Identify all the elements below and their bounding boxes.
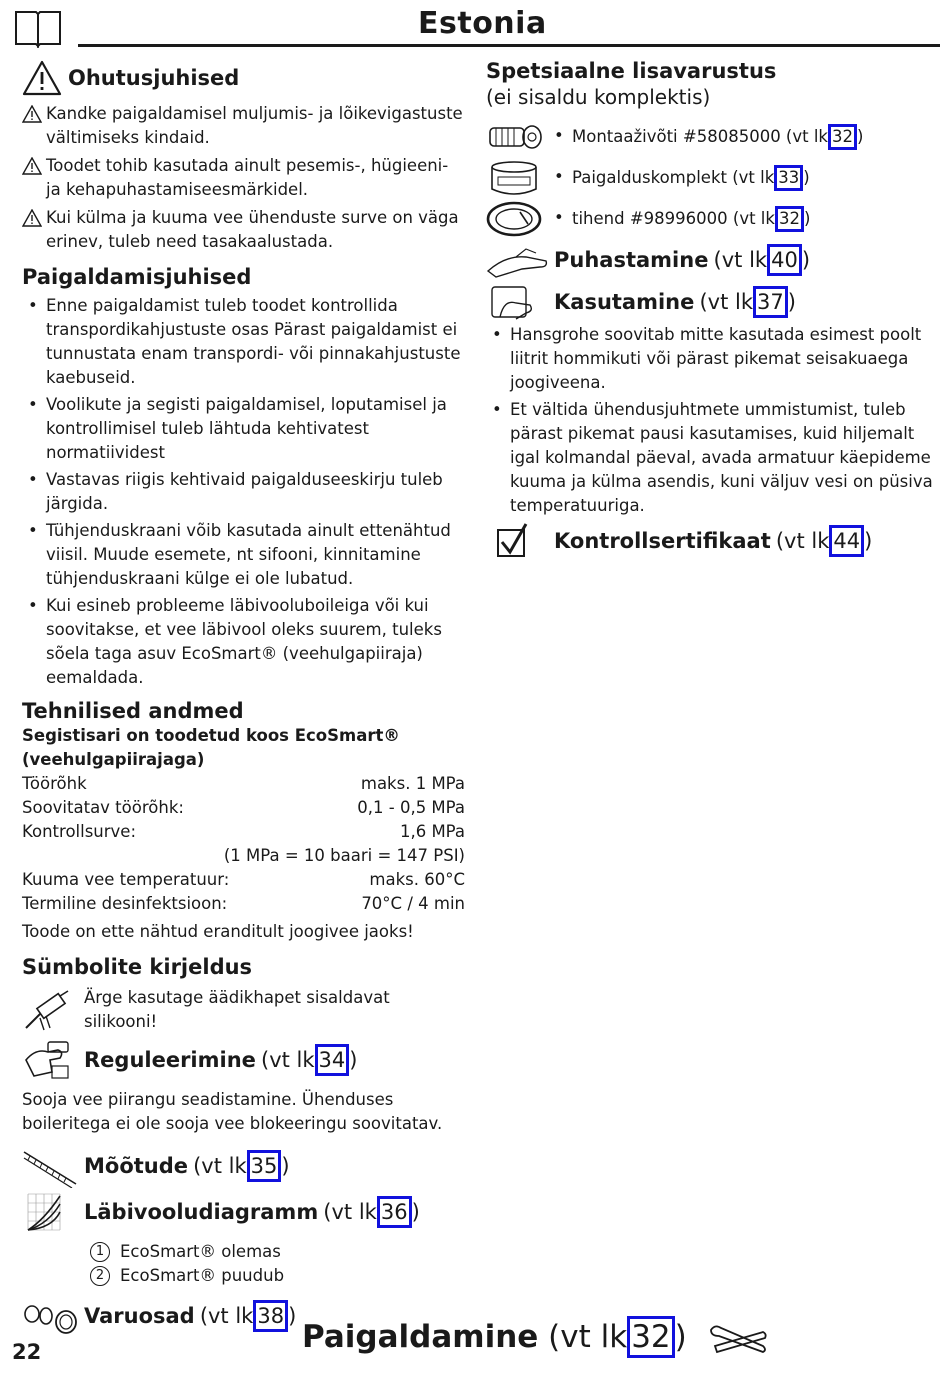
list-item: • Voolikute ja segisti paigaldamisel, loputamisel ja kontrollimisel tuleb lähtuda kehtivatest normatiividest — [22, 393, 465, 465]
safety-item: Toodet tohib kasutada ainult pesemis-, hügieeni- ja kehapuhastamiseesmärkidel. — [22, 154, 465, 202]
accessories-subtitle: (ei sisaldu komplektis) — [486, 85, 711, 109]
list-item: • Et vältida ühendusjuhtmete ummistumist, tuleb pärast pikemat pausi kasutamises, kuid hiljemalt igal kolmandal päeval, avada armatuur käepideme kuuma ja külma asendis, kuni väljuv vesi on püsiva temperatuuriga. — [486, 398, 936, 518]
warning-icon — [22, 60, 62, 96]
warning-icon — [22, 105, 42, 123]
flow-row — [22, 1190, 465, 1234]
adjust-text: Sooja vee piirangu seadistamine. Ühenduses boileritega ei ole sooja vee blokeeringu soovitatav. — [22, 1090, 443, 1133]
dimensions-heading: Mõõtude (vt lk 35 ) — [84, 1150, 290, 1182]
flow-legend — [22, 1240, 465, 1288]
right-column — [486, 58, 936, 560]
dimensions-row — [22, 1144, 465, 1188]
number-circle: 1 — [90, 1242, 110, 1262]
installation-title: Paigaldamisjuhised — [22, 265, 252, 289]
usage-list — [486, 323, 936, 518]
assembly-key-icon — [486, 118, 546, 156]
page-link[interactable]: 36 — [377, 1196, 412, 1228]
page-link[interactable]: 32 — [775, 206, 804, 232]
technical-subtitle: Segistisari on toodetud koos EcoSmart® (veehulgapiirajaga) — [22, 726, 400, 769]
page-title: Estonia — [418, 6, 547, 41]
symbols-title: Sümbolite kirjeldus — [22, 955, 253, 979]
technical-title: Tehnilised andmed — [22, 699, 244, 723]
page-number: 22 — [12, 1340, 42, 1364]
list-item: 1 EcoSmart® olemas — [22, 1240, 465, 1264]
page-link[interactable]: 37 — [753, 286, 788, 318]
book-icon — [14, 8, 62, 48]
table-row: (1 MPa = 10 baari = 147 PSI) — [223, 846, 465, 865]
list-item: • tihend #98996000 (vt lk 32 ) — [486, 198, 936, 239]
installation-kit-icon — [486, 159, 546, 197]
list-item: • Hansgrohe soovitab mitte kasutada esimest poolt liitrit hommikuti või pärast pikemat seisakuaega joogiveena. — [486, 323, 936, 395]
list-item: • Paigalduskomplekt (vt lk 33 ) — [486, 157, 936, 198]
cleaning-hand-icon — [486, 241, 554, 279]
adjust-heading: Reguleerimine (vt lk 34 ) — [84, 1044, 357, 1076]
list-item: • Tühjenduskraani võib kasutada ainult ettenähtud viisil. Muude esemete, nt sifooni, kinnitamine tühjenduskraani külge ei ole lubatud. — [22, 519, 465, 591]
accessories-list — [486, 116, 936, 239]
table-row: Kontrollsurve: 1,6 MPa — [22, 822, 465, 841]
warning-icon — [22, 209, 42, 227]
safety-item: Kandke paigaldamisel muljumis- ja lõikevigastuste vältimiseks kindaid. — [22, 102, 465, 150]
seal-icon — [486, 200, 546, 238]
silicone-gun-icon — [22, 988, 84, 1032]
page-link[interactable]: 33 — [774, 165, 803, 191]
certificate-row — [486, 522, 936, 560]
list-item: 2 EcoSmart® puudub — [22, 1264, 465, 1288]
safety-item: Kui külma ja kuuma vee ühenduste surve on väga erinev, tuleb need tasakaalustada. — [22, 206, 465, 254]
ruler-icon — [22, 1144, 84, 1188]
list-item: • Vastavas riigis kehtivaid paigalduseeskirju tuleb järgida. — [22, 468, 465, 516]
number-circle: 2 — [90, 1266, 110, 1286]
usage-hand-icon — [486, 283, 554, 321]
checkbox-icon — [486, 522, 554, 560]
list-item: • Enne paigaldamist tuleb toodet kontrollida transpordikahjustuste osas Pärast paigaldamist ei tunnustata enam transpordi- või pinnakahjustuste kaebuseid. — [22, 294, 465, 390]
table-row: Töörõhk maks. 1 MPa — [22, 774, 465, 793]
installation-list — [22, 294, 465, 690]
table-row: Termiline desinfektsioon: 70°C / 4 min — [22, 894, 465, 913]
cleaning-row — [486, 241, 936, 279]
page-link[interactable]: 34 — [315, 1044, 350, 1076]
safety-heading — [22, 60, 465, 96]
silicone-text: Ärge kasutage äädikhapet sisaldavat silikooni! — [84, 988, 390, 1031]
page-link[interactable]: 38 — [253, 1300, 288, 1332]
footer-heading: Paigaldamine (vt lk 32 ) — [302, 1316, 769, 1358]
table-row: Soovitatav töörõhk: 0,1 - 0,5 MPa — [22, 798, 465, 817]
cleaning-heading: Puhastamine (vt lk 40 ) — [554, 244, 810, 276]
spare-parts-icon — [22, 1294, 84, 1338]
left-column — [22, 60, 465, 1338]
safety-title: Ohutusjuhised — [68, 66, 240, 90]
warning-icon — [22, 157, 42, 175]
flow-diagram-icon — [22, 1190, 84, 1234]
page-link[interactable]: 32 — [828, 124, 857, 150]
page-link[interactable]: 32 — [627, 1316, 674, 1358]
usage-heading: Kasutamine (vt lk 37 ) — [554, 286, 796, 318]
spare-heading: Varuosad (vt lk 38 ) — [84, 1300, 296, 1332]
adjust-row — [22, 1038, 465, 1082]
technical-note: Toode on ette nähtud eranditult joogivee jaoks! — [22, 922, 414, 941]
adjust-hand-icon — [22, 1038, 84, 1082]
certificate-heading: Kontrollsertifikaat (vt lk 44 ) — [554, 525, 872, 557]
list-item: • Montaaživõti #58085000 (vt lk 32 ) — [486, 116, 936, 157]
page-link[interactable]: 44 — [829, 525, 864, 557]
usage-row — [486, 283, 936, 321]
flow-heading: Läbivooludiagramm (vt lk 36 ) — [84, 1196, 420, 1228]
accessories-title: Spetsiaalne lisavarustus — [486, 59, 777, 83]
technical-table — [22, 772, 465, 916]
list-item: • Kui esineb probleeme läbivooluboileiga või kui soovitakse, et vee läbivool oleks suurem, tuleks sõela taga asuv EcoSmart® (veehulgapiiraja) eemaldada. — [22, 594, 465, 690]
table-row: Kuuma vee temperatuur: maks. 60°C — [22, 870, 465, 889]
silicone-row — [22, 986, 465, 1034]
tools-icon — [707, 1322, 769, 1356]
header-rule — [78, 44, 940, 47]
page-link[interactable]: 40 — [767, 244, 802, 276]
page-link[interactable]: 35 — [247, 1150, 282, 1182]
